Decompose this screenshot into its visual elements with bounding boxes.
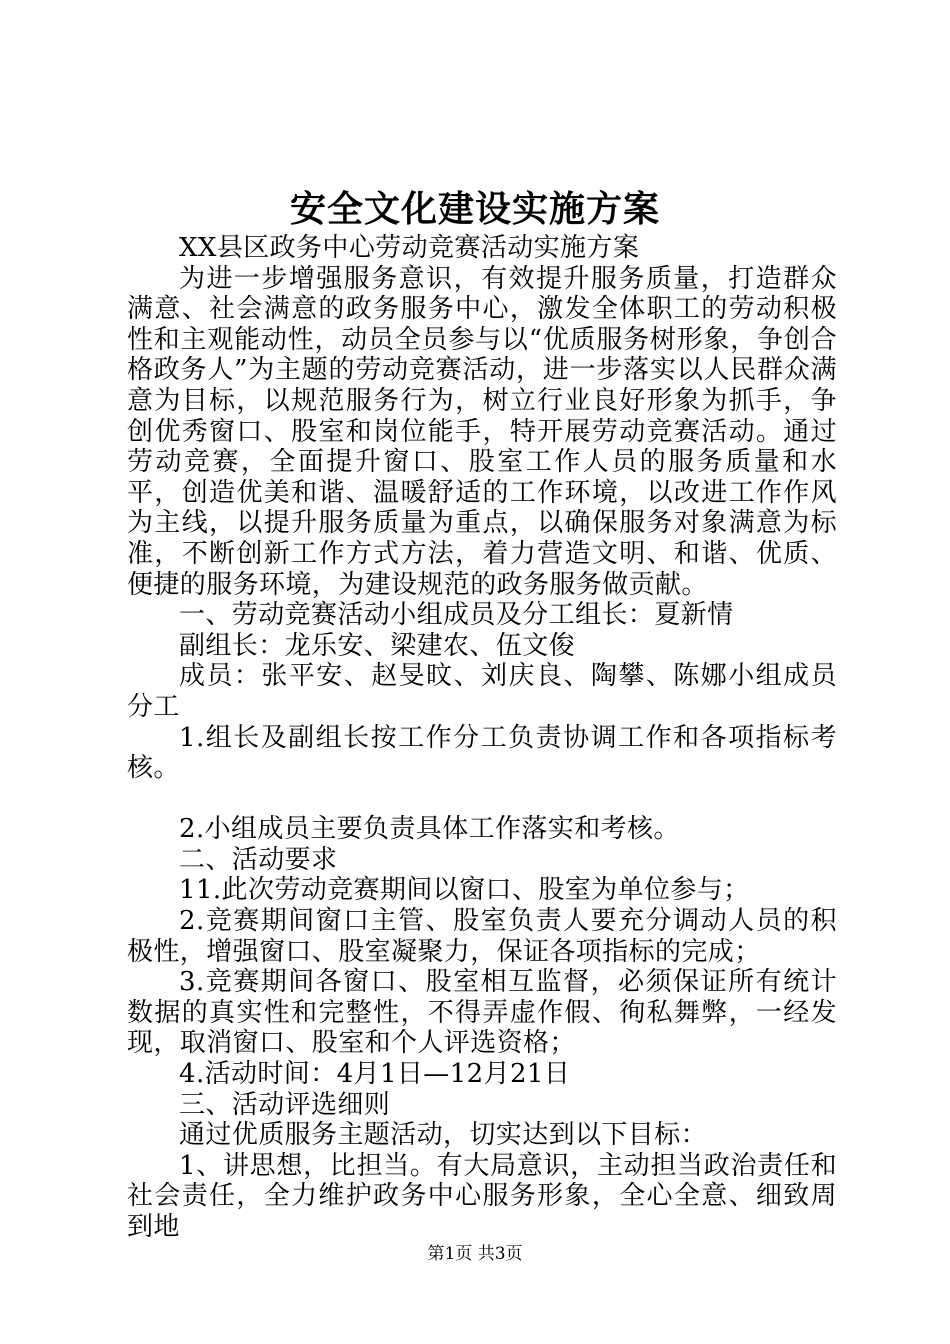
paragraph-section-one: 一、劳动竞赛活动小组成员及分工组长：夏新情	[179, 600, 734, 631]
paragraph-members: 成员：张平安、赵旻旼、刘庆良、陶攀、陈娜小组成员分工	[127, 661, 837, 722]
paragraph-duty-1: 1.组长及副组长按工作分工负责协调工作和各项指标考核。	[127, 722, 837, 784]
paragraph-intro: 为进一步增强服务意识，有效提升服务质量，打造群众满意、社会满意的政务服务中心，激发全体职工的劳动积极性和主观能动性，动员全员参与以“优质服务树形象，争创合格政务人”为主题的劳动竞赛活动，进一步落实以人民群众满意为目标，以规范服务行为，树立行业良好形象为抓手，争创优秀窗口、股室和岗位能手，特开展劳动竞赛活动。通过劳动竞赛，全面提升窗口、股室工作人员的服务质量和水平，创造优美和谐、温暖舒适的工作环境，以改进工作作风为主线，以提升服务质量为重点，以确保服务对象满意为标准，不断创新工作方式方法，着力营造文明、和谐、优质、便捷的服务环境，为建设规范的政务服务做贡献。	[127, 263, 837, 600]
paragraph-requirement-1: 11.此次劳动竞赛期间以窗口、股室为单位参与；	[179, 875, 750, 906]
paragraph-goals-intro: 通过优质服务主题活动，切实达到以下目标：	[179, 1120, 708, 1151]
paragraph-deputy-leaders: 副组长：龙乐安、梁建农、伍文俊	[179, 630, 576, 661]
paragraph-subtitle: XX县区政务中心劳动竞赛活动实施方案	[179, 233, 640, 263]
paragraph-section-three: 三、活动评选细则	[179, 1089, 391, 1120]
paragraph-section-two: 二、活动要求	[179, 844, 338, 875]
paragraph-requirement-3: 3.竞赛期间各窗口、股室相互监督，必须保证所有统计数据的真实性和完整性，不得弄虚作假、徇私舞弊，一经发现，取消窗口、股室和个人评选资格；	[127, 967, 837, 1059]
paragraph-requirement-2: 2.竞赛期间窗口主管、股室负责人要充分调动人员的积极性，增强窗口、股室凝聚力，保证各项指标的完成；	[127, 906, 837, 967]
paragraph-goal-1: 1、讲思想，比担当。有大局意识，主动担当政治责任和社会责任，全力维护政务中心服务形象，全心全意、细致周到地	[127, 1150, 837, 1242]
document-title: 安全文化建设实施方案	[289, 188, 660, 230]
page-footer: 第1页 共3页	[427, 1244, 523, 1264]
document-body	[127, 233, 837, 1243]
paragraph-requirement-4: 4.活动时间：4月1日—12月21日	[179, 1059, 571, 1090]
paragraph-duty-2: 2.小组成员主要负责具体工作落实和考核。	[179, 814, 680, 845]
